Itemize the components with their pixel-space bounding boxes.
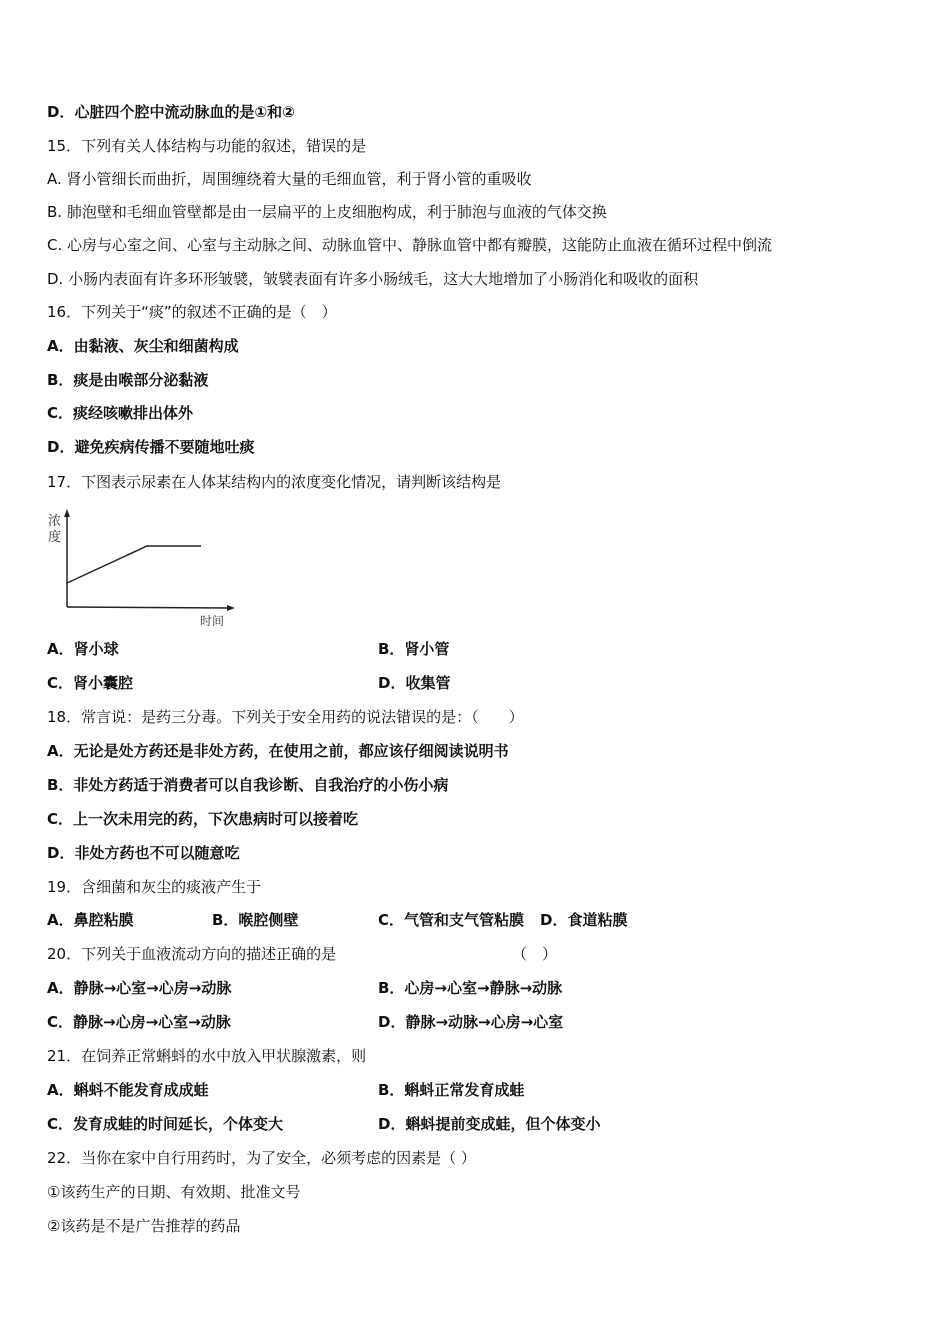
q20-option-b: B．心房→心室→静脉→动脉 <box>378 979 563 997</box>
y-label-2: 度 <box>48 530 62 545</box>
q17-option-b: B．肾小管 <box>378 640 450 658</box>
q15-option-a: A. 肾小管细长而曲折，周围缠绕着大量的毛细血管，利于肾小管的重吸收 <box>47 170 532 188</box>
q18-option-b: B．非处方药适于消费者可以自我诊断、自我治疗的小伤小病 <box>47 776 449 794</box>
q21-stem: 21．在饲养正常蝌蚪的水中放入甲状腺激素，则 <box>47 1047 367 1065</box>
q16-option-d: D．避免疾病传播不要随地吐痰 <box>47 438 255 456</box>
q16-option-c: C．痰经咳嗽排出体外 <box>47 404 194 422</box>
q18-option-a: A．无论是处方药还是非处方药，在使用之前，都应该仔细阅读说明书 <box>47 742 509 760</box>
x-axis <box>67 607 230 608</box>
q19-stem: 19．含细菌和灰尘的痰液产生于 <box>47 878 262 896</box>
q16-option-a: A．由黏液、灰尘和细菌构成 <box>47 337 239 355</box>
q20-stem: 20．下列关于血液流动方向的描述正确的是 <box>47 945 337 963</box>
q22-item-1: ①该药生产的日期、有效期、批准文号 <box>47 1183 301 1201</box>
q22-item-2: ②该药是不是广告推荐的药品 <box>47 1217 241 1235</box>
q21-option-d: D．蝌蚪提前变成蛙，但个体变小 <box>378 1115 601 1133</box>
q21-option-c: C．发育成蛙的时间延长，个体变大 <box>47 1115 284 1133</box>
q19-option-c: C．气管和支气管粘膜 <box>378 911 525 929</box>
q20-option-c: C．静脉→心房→心室→动脉 <box>47 1013 231 1031</box>
concentration-line <box>67 546 201 583</box>
q18-stem: 18．常言说：是药三分毒。下列关于安全用药的说法错误的是：（ ） <box>47 708 524 726</box>
q19-option-b: B．喉腔侧壁 <box>212 911 299 929</box>
y-label-1: 浓 <box>48 514 62 529</box>
y-axis-arrow <box>64 509 70 517</box>
q18-option-d: D．非处方药也不可以随意吃 <box>47 844 240 862</box>
q19-option-a: A．鼻腔粘膜 <box>47 911 134 929</box>
q15-option-c: C. 心房与心室之间、心室与主动脉之间、动脉血管中、静脉血管中都有瓣膜，这能防止血液在循环过程中倒流 <box>47 236 773 254</box>
q15-option-d: D. 小肠内表面有许多环形皱襞，皱襞表面有许多小肠绒毛，这大大地增加了小肠消化和吸收的面积 <box>47 270 699 288</box>
q20-option-d: D．静脉→动脉→心房→心室 <box>378 1013 564 1031</box>
q16-option-b: B．痰是由喉部分泌黏液 <box>47 371 209 389</box>
q19-option-d: D．食道粘膜 <box>540 911 628 929</box>
q21-option-a: A．蝌蚪不能发育成成蛙 <box>47 1081 209 1099</box>
q18-option-c: C．上一次未用完的药，下次患病时可以接着吃 <box>47 810 359 828</box>
q17-option-a: A．肾小球 <box>47 640 119 658</box>
q20-answer-paren: （ ） <box>512 945 558 963</box>
q22-stem: 22．当你在家中自行用药时，为了安全，必须考虑的因素是（ ） <box>47 1149 476 1167</box>
q15-stem: 15．下列有关人体结构与功能的叙述，错误的是 <box>47 137 367 155</box>
q14-option-d: D．心脏四个腔中流动脉血的是①和② <box>47 103 295 121</box>
q16-stem: 16．下列关于“痰”的叙述不正确的是（ ） <box>47 303 337 321</box>
q17-option-d: D．收集管 <box>378 674 451 692</box>
x-axis-arrow <box>227 605 235 611</box>
q17-stem: 17．下图表示尿素在人体某结构内的浓度变化情况，请判断该结构是 <box>47 473 502 491</box>
q17-option-c: C．肾小囊腔 <box>47 674 134 692</box>
q21-option-b: B．蝌蚪正常发育成蛙 <box>378 1081 525 1099</box>
urea-concentration-figure <box>45 505 245 630</box>
x-label: 时间 <box>200 614 225 628</box>
q20-option-a: A．静脉→心室→心房→动脉 <box>47 979 232 997</box>
q15-option-b: B. 肺泡壁和毛细血管壁都是由一层扁平的上皮细胞构成，利于肺泡与血液的气体交换 <box>47 203 607 221</box>
